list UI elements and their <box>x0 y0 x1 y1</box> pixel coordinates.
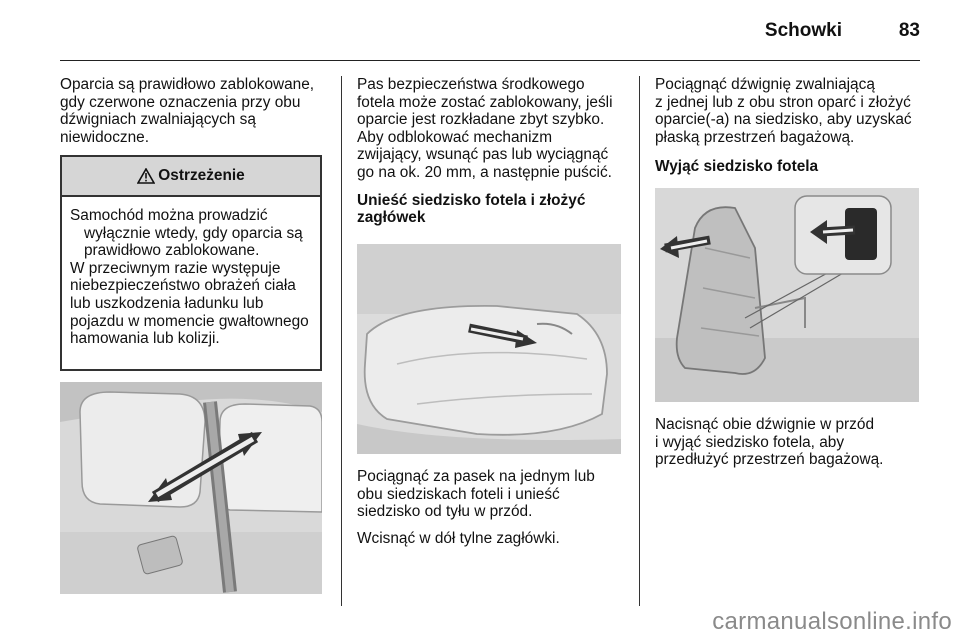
page-number: 83 <box>898 20 920 41</box>
column-divider-2 <box>639 76 640 606</box>
seat-cushion-illustration <box>357 244 621 454</box>
column-middle-bottom <box>357 468 625 547</box>
warning-body <box>62 197 320 348</box>
section-title: Schowki <box>764 20 842 41</box>
intro-paragraph: Oparcia są prawidłowo zablokowane, gdy czerwone oznaczenia przy obu dźwigniach zwalniających są niewidoczne. <box>60 76 315 146</box>
headrest-paragraph: Wcisnąć w dół tylne zagłówki. <box>357 529 560 547</box>
remove-seat-paragraph: Nacisnąć obie dźwignie w przód i wyjąć siedzisko fotela, aby przedłużyć przestrzeń bagażową. <box>655 416 884 469</box>
column-middle <box>357 76 625 227</box>
figure-remove-seat-cushion <box>655 188 919 402</box>
section-heading-remove-seat: Wyjąć siedzisko fotela <box>655 158 819 176</box>
column-divider-1 <box>341 76 342 606</box>
site-watermark: carmanualsonline.info <box>712 608 952 635</box>
headrest-seatbelt-illustration <box>60 382 322 594</box>
figure-headrest-seatbelt <box>60 382 322 594</box>
warning-text-2: W przeciwnym razie występuje niebezpieczeństwo obrażeń ciała lub uszkodzenia ładunku lub pojazdu w momencie gwałtownego hamowania lub kolizji. <box>70 259 309 348</box>
warning-text-1: Samochód można prowadzić wyłącznie wtedy, gdy oparcia są prawidłowo zablokowane. <box>70 207 303 260</box>
figure-lift-seat-cushion <box>357 244 621 454</box>
warning-header <box>62 157 320 197</box>
column-right-bottom <box>655 416 923 469</box>
warning-box <box>60 155 322 371</box>
warning-title: Ostrzeżenie <box>158 167 245 184</box>
column-right <box>655 76 923 176</box>
lift-seat-paragraph: Pociągnąć za pasek na jednym lub obu siedziskach foteli i unieść siedzisko od tyłu w przód. <box>357 468 595 521</box>
seatbelt-paragraph: Pas bezpieczeństwa środkowego fotela może zostać zablokowany, jeśli oparcie jest rozkładane zbyt szybko. Aby odblokować mechanizm zwijający, wsunąć pas lub wyciągnąć go na ok. 20 mm, a następnie puścić. <box>357 76 613 181</box>
fold-backrest-paragraph: Pociągnąć dźwignię zwalniającą z jednej lub z obu stron oparć i złożyć oparcie(-a) na siedzisko, aby uzyskać płaską przestrzeń bagażową. <box>655 76 912 146</box>
header-rule <box>60 60 920 61</box>
page-header <box>60 0 920 62</box>
section-heading-lift-seat: Unieść siedzisko fotela i złożyć zagłówek <box>357 191 586 227</box>
remove-seat-illustration <box>655 188 919 402</box>
warning-triangle-icon <box>137 168 155 184</box>
column-left <box>60 76 328 146</box>
